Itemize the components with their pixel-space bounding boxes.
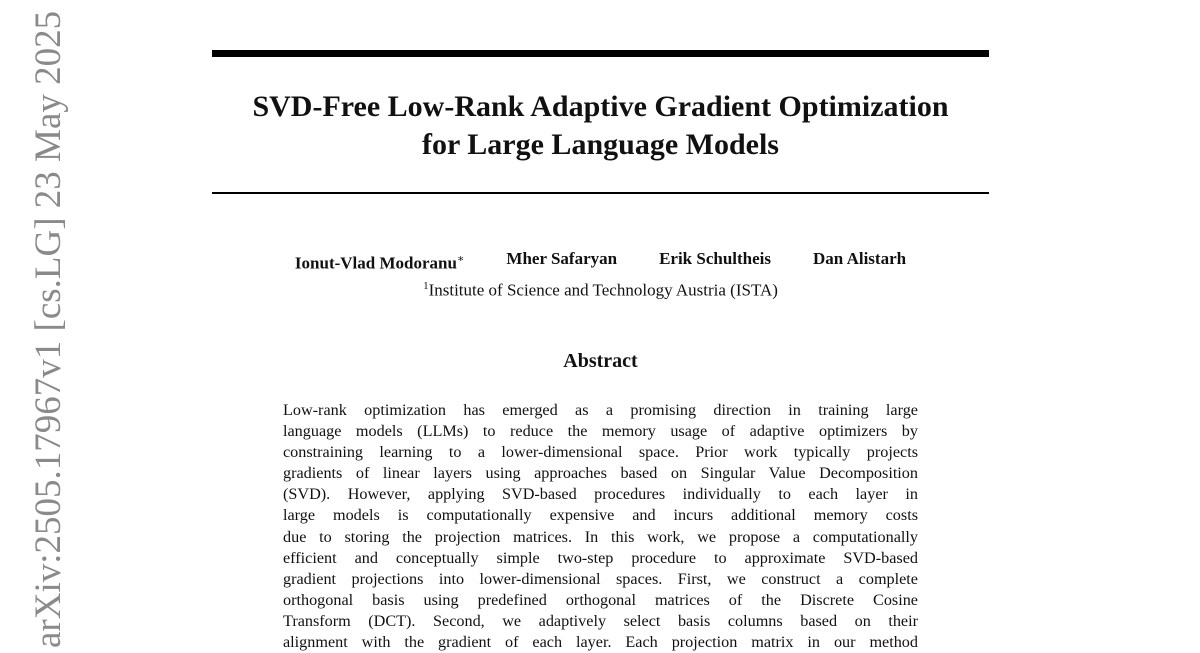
- author-footnote-mark: ∗: [456, 253, 465, 265]
- abstract-line: gradients of linear layers using approaches based on Singular Value Decomposition: [283, 464, 918, 483]
- author-3: [659, 248, 771, 275]
- author-name: Erik Schultheis: [659, 249, 772, 268]
- abstract-line: large models is computationally expensive and incurs additional memory costs: [283, 506, 918, 525]
- affiliation-text: Institute of Science and Technology Austria (ISTA): [428, 280, 778, 300]
- abstract-line: (SVD). However, applying SVD-based procedures individually to each layer in: [283, 485, 918, 504]
- abstract-heading: Abstract: [563, 350, 638, 372]
- abstract-line: gradient projections into lower-dimensional spaces. First, we construct a complete: [283, 569, 918, 588]
- abstract-line: constraining learning to a lower-dimensional space. Prior work typically projects: [283, 443, 918, 462]
- author-list: [212, 248, 989, 275]
- author-name: Mher Safaryan: [506, 249, 618, 268]
- abstract-line: language models (LLMs) to reduce the memory usage of adaptive optimizers by: [283, 422, 918, 441]
- author-name: Ionut-Vlad Modoranu: [294, 253, 457, 273]
- author-4: [813, 248, 906, 275]
- paper-title: [212, 88, 989, 164]
- author-name: Dan Alistarh: [813, 249, 907, 268]
- paper-title-line-2: for Large Language Models: [422, 128, 779, 161]
- abstract-line: due to storing the projection matrices. In this work, we propose a computationally: [283, 527, 918, 546]
- paper-title-line-1: SVD-Free Low-Rank Adaptive Gradient Optimization: [252, 90, 949, 123]
- abstract-line: orthogonal basis using predefined orthogonal matrices of the Discrete Cosine: [283, 590, 918, 609]
- abstract-line: alignment with the gradient of each layer. Each projection matrix in our method: [283, 633, 918, 652]
- title-top-rule: [212, 50, 989, 57]
- affiliation-mark: 1: [423, 279, 429, 292]
- abstract-line: Low-rank optimization has emerged as a promising direction in training large: [283, 401, 918, 419]
- author-1: [295, 248, 465, 275]
- abstract-line: efficient and conceptually simple two-step procedure to approximate SVD-based: [283, 548, 918, 567]
- author-2: [506, 248, 617, 275]
- title-bottom-rule: [212, 192, 989, 194]
- author-block: [212, 248, 989, 301]
- abstract-body: [283, 400, 918, 653]
- affiliation: [212, 275, 989, 302]
- arxiv-identifier-stamp: arXiv:2505.17967v1 [cs.LG] 23 May 2025: [28, 10, 69, 648]
- abstract-line: Transform (DCT). Second, we adaptively select basis columns based on their: [283, 611, 918, 630]
